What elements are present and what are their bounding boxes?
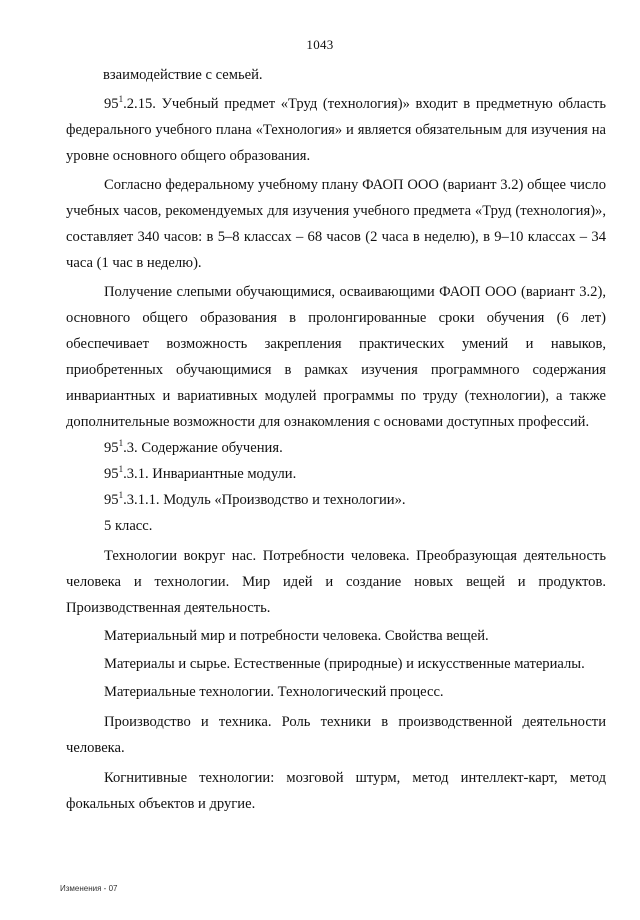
paragraph-text: Материалы и сырье. Естественные (природные) и искусственные материалы.: [104, 656, 585, 672]
paragraph-text: Согласно федеральному учебному плану ФАОП ООО (вариант 3.2) общее число учебных часов, рекомендуемых для изучения учебного предмета «Труд (технология)», составляет 340 часов: в 5–8 классах – 68 часов (2 часа в неделю), в 9–10 классах – 34 часа (1 час в неделю).: [66, 177, 606, 271]
paragraph-cognitive-technologies: [66, 765, 606, 817]
document-body: [66, 62, 606, 817]
page-number: 1043: [306, 37, 334, 52]
section-number: 95: [104, 466, 119, 482]
heading-grade: [66, 513, 606, 539]
paragraph-text: 5 класс.: [104, 518, 153, 534]
paragraph-text: взаимодействие с семьей.: [103, 67, 263, 83]
section-superscript: 1: [118, 94, 124, 105]
section-number: 95: [104, 492, 119, 508]
paragraph-technologies-around: [66, 543, 606, 621]
paragraph-text: .3.1.1. Модуль «Производство и технологии».: [123, 492, 406, 508]
paragraph-materials: [66, 651, 606, 677]
section-superscript: 1: [118, 490, 124, 501]
paragraph-text: Материальные технологии. Технологический процесс.: [104, 684, 444, 700]
paragraph-production-technique: [66, 709, 606, 761]
footer-note: Изменения - 07: [60, 884, 118, 893]
paragraph-text: .3.1. Инвариантные модули.: [123, 466, 297, 482]
heading-invariant-modules: [66, 461, 606, 487]
paragraph-text: Когнитивные технологии: мозговой штурм, метод интеллект-карт, метод фокальных объектов и другие.: [66, 770, 606, 812]
paragraph-text: .2.15. Учебный предмет «Труд (технология)» входит в предметную область федерального учебного плана «Технология» и является обязательным для изучения на уровне основного общего образования.: [66, 96, 606, 164]
heading-content: [66, 435, 606, 461]
paragraph-text: Получение слепыми обучающимися, осваивающими ФАОП ООО (вариант 3.2), основного общего образования в пролонгированные сроки обучения (6 лет) обеспечивает возможность закрепления практических умений и навыков, приобретенных обучающимися в рамках изучения программного содержания инвариантных и вариативных модулей программы по труду (технологии), а также дополнительные возможности для ознакомления с основами доступных профессий.: [66, 284, 606, 430]
paragraph-text: Производство и техника. Роль техники в производственной деятельности человека.: [66, 714, 606, 756]
paragraph-material-technologies: [66, 679, 606, 705]
paragraph-continuation: [66, 62, 606, 88]
paragraph-subject-status: [66, 91, 606, 169]
paragraph-text: Технологии вокруг нас. Потребности человека. Преобразующая деятельность человека и технологии. Мир идей и создание новых вещей и продуктов. Производственная деятельность.: [66, 548, 606, 616]
section-number: 95: [104, 96, 119, 112]
section-superscript: 1: [118, 438, 124, 449]
paragraph-material-world: [66, 623, 606, 649]
paragraph-study-hours: [66, 172, 606, 276]
paragraph-prolonged-study: [66, 279, 606, 435]
paragraph-text: .3. Содержание обучения.: [123, 440, 283, 456]
paragraph-text: Материальный мир и потребности человека. Свойства вещей.: [104, 628, 489, 644]
section-superscript: 1: [118, 464, 124, 475]
section-number: 95: [104, 440, 119, 456]
heading-module-production: [66, 487, 606, 513]
